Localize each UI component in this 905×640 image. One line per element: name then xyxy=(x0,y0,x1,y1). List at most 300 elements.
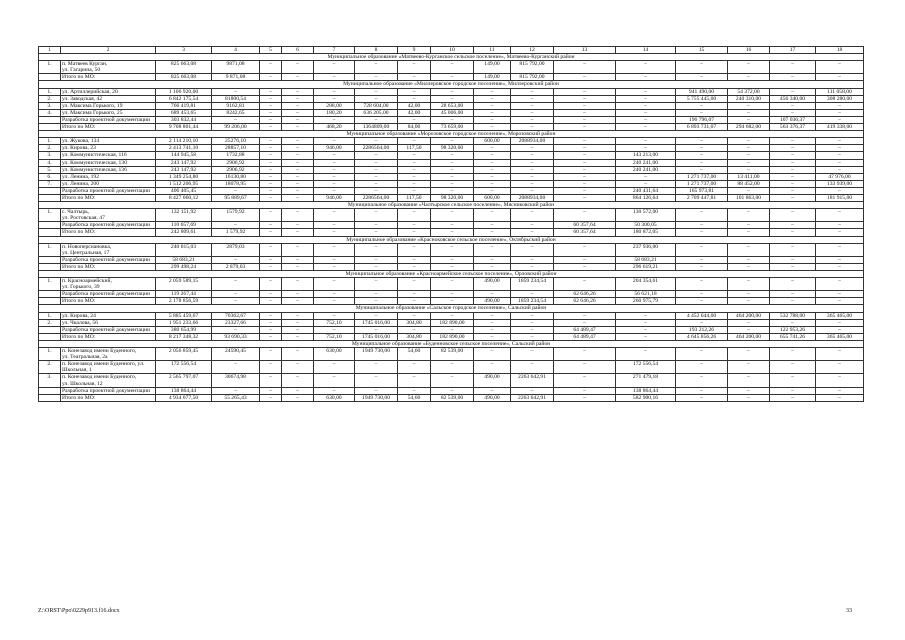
table-cell: – xyxy=(511,88,554,95)
section-title: Муниципальное образование «Миллеровское городское поселение», Миллеровский район xyxy=(39,81,864,88)
table-cell: – xyxy=(816,61,864,74)
table-cell: – xyxy=(431,298,474,305)
table-cell: 117,50 xyxy=(398,145,431,152)
table-cell: – xyxy=(212,298,260,305)
table-cell: – xyxy=(314,209,355,222)
table-cell: – xyxy=(474,95,511,102)
table-cell: – xyxy=(770,152,816,159)
row-number xyxy=(39,291,61,298)
table-cell: – xyxy=(511,333,554,340)
table-cell: – xyxy=(474,124,511,131)
table-cell: – xyxy=(554,180,616,187)
table-cell: 243 147,92 xyxy=(156,166,212,173)
section-row xyxy=(39,202,864,209)
row-label: ул. Кирова, 23 xyxy=(61,145,156,152)
table-cell: – xyxy=(260,95,282,102)
row-label: п. Матвеев Курган, ул. Гагарина, 50 xyxy=(61,61,156,74)
table-cell: – xyxy=(728,152,770,159)
row-number: 1. xyxy=(39,243,61,256)
table-row xyxy=(39,116,864,123)
table-cell: 82 539,00 xyxy=(431,394,474,401)
table-cell: – xyxy=(282,102,314,109)
table-cell: – xyxy=(355,256,398,263)
table-cell: – xyxy=(212,88,260,95)
table-cell: 946,00 xyxy=(314,194,355,201)
table-cell: – xyxy=(511,180,554,187)
row-label: п. Конезавод имени Буденного, ул. Школьная, 1 xyxy=(61,361,156,374)
table-cell: – xyxy=(728,256,770,263)
table-cell: – xyxy=(355,88,398,95)
table-row xyxy=(39,102,864,109)
table-cell: – xyxy=(554,173,616,180)
table-cell: 84,00 xyxy=(398,124,431,131)
table-cell: – xyxy=(554,159,616,166)
table-cell: – xyxy=(260,229,282,236)
table-cell: – xyxy=(728,361,770,374)
file-path: Z:\ORST\Ppo\0229p913.f16.docx xyxy=(38,608,120,614)
table-cell: – xyxy=(616,173,676,180)
table-cell: – xyxy=(474,326,511,333)
table-cell: – xyxy=(474,102,511,109)
table-cell: 119 267,44 xyxy=(156,291,212,298)
table-cell: 82 539,00 xyxy=(431,348,474,361)
table-row xyxy=(39,394,864,401)
table-cell: 1364809,00 xyxy=(355,124,398,131)
table-cell: – xyxy=(431,180,474,187)
table-cell: – xyxy=(398,312,431,319)
table-cell: – xyxy=(770,298,816,305)
row-label: Итого по МО: xyxy=(61,333,156,340)
table-cell: – xyxy=(282,74,314,81)
row-label: Разработка проектной документации xyxy=(61,256,156,263)
table-cell: 5 885 459,67 xyxy=(156,312,212,319)
table-cell: – xyxy=(314,152,355,159)
table-cell: 130 572,00 xyxy=(616,209,676,222)
table-cell: 1745 016,00 xyxy=(355,319,398,326)
row-number xyxy=(39,256,61,263)
table-cell: 132 151,92 xyxy=(156,209,212,222)
table-cell: 1 512 206,95 xyxy=(156,180,212,187)
row-number: 2. xyxy=(39,145,61,152)
data-table xyxy=(38,46,864,402)
table-cell: – xyxy=(511,256,554,263)
table-cell: – xyxy=(212,387,260,394)
section-title: Муниципальное образование «Красноармейское сельское поселение», Орловский район xyxy=(39,271,864,278)
table-cell: – xyxy=(282,152,314,159)
table-cell: 8 427 060,12 xyxy=(156,194,212,201)
table-cell: – xyxy=(431,278,474,291)
table-cell: – xyxy=(770,256,816,263)
table-cell: 180,20 xyxy=(314,109,355,116)
table-cell: – xyxy=(314,187,355,194)
row-number: 2. xyxy=(39,361,61,374)
table-row xyxy=(39,159,864,166)
table-cell: – xyxy=(282,243,314,256)
table-cell: – xyxy=(616,124,676,131)
table-cell: – xyxy=(260,319,282,326)
table-cell: 182 890,00 xyxy=(431,333,474,340)
row-number xyxy=(39,229,61,236)
column-header: 5 xyxy=(260,47,282,54)
table-cell: – xyxy=(474,180,511,187)
table-cell: 122 953,26 xyxy=(770,326,816,333)
row-number: 2. xyxy=(39,95,61,102)
row-label: Разработка проектной документации xyxy=(61,291,156,298)
table-cell: – xyxy=(816,243,864,256)
table-cell: – xyxy=(816,109,864,116)
section-row xyxy=(39,236,864,243)
row-number: 5. xyxy=(39,166,61,173)
table-cell: – xyxy=(431,159,474,166)
row-number xyxy=(39,394,61,401)
table-cell: – xyxy=(511,348,554,361)
table-cell: – xyxy=(816,387,864,394)
table-cell: 304,80 xyxy=(398,319,431,326)
page-number: 33 xyxy=(846,608,852,614)
table-cell: – xyxy=(616,88,676,95)
table-cell: 766 419,81 xyxy=(156,102,212,109)
table-cell: – xyxy=(554,152,616,159)
table-cell: – xyxy=(770,166,816,173)
table-cell: – xyxy=(728,61,770,74)
table-cell: – xyxy=(398,298,431,305)
table-row xyxy=(39,187,864,194)
table-cell: – xyxy=(260,152,282,159)
table-cell: – xyxy=(431,222,474,229)
row-number xyxy=(39,74,61,81)
table-cell: 296 619,21 xyxy=(616,263,676,270)
table-cell: – xyxy=(511,319,554,326)
column-header: 14 xyxy=(616,47,676,54)
column-header: 4 xyxy=(212,47,260,54)
table-cell: – xyxy=(260,348,282,361)
table-row xyxy=(39,166,864,173)
table-cell: – xyxy=(260,278,282,291)
table-cell: – xyxy=(314,159,355,166)
table-cell: 1 271 737,00 xyxy=(676,173,728,180)
table-cell: 54,60 xyxy=(398,394,431,401)
table-cell: – xyxy=(816,394,864,401)
table-cell: 2263 642,91 xyxy=(511,394,554,401)
table-cell: 4 645 856,26 xyxy=(676,333,728,340)
table-cell: – xyxy=(511,109,554,116)
row-label: ул. Заводская, 42 xyxy=(61,95,156,102)
table-cell: 1745 016,00 xyxy=(355,333,398,340)
table-cell: – xyxy=(282,173,314,180)
table-cell: 172 556,54 xyxy=(616,361,676,374)
table-cell: 456 340,00 xyxy=(770,95,816,102)
table-cell: – xyxy=(676,229,728,236)
table-cell: – xyxy=(616,312,676,319)
table-cell: 101 863,00 xyxy=(728,194,770,201)
table-cell: 655 741,26 xyxy=(770,333,816,340)
table-cell: – xyxy=(355,152,398,159)
table-cell: – xyxy=(816,256,864,263)
column-header: 8 xyxy=(355,47,398,54)
table-row xyxy=(39,88,864,95)
table-cell: – xyxy=(260,291,282,298)
table-cell: – xyxy=(282,138,314,145)
table-row xyxy=(39,263,864,270)
table-cell: 825 663,08 xyxy=(156,74,212,81)
row-number: 1. xyxy=(39,138,61,145)
row-label: ул. Чкалова, 56 xyxy=(61,319,156,326)
table-cell: – xyxy=(676,209,728,222)
table-cell: – xyxy=(554,387,616,394)
table-cell: 2088934,00 xyxy=(511,194,554,201)
table-cell: 240 241,00 xyxy=(616,159,676,166)
row-label: ул. Ленина, 192 xyxy=(61,173,156,180)
row-number xyxy=(39,298,61,305)
table-cell: 4 934 077,50 xyxy=(156,394,212,401)
column-header: 7 xyxy=(314,47,355,54)
column-header: 6 xyxy=(282,47,314,54)
table-cell: – xyxy=(816,152,864,159)
table-cell: – xyxy=(816,138,864,145)
table-cell: – xyxy=(314,312,355,319)
table-cell: – xyxy=(398,222,431,229)
table-cell: – xyxy=(355,298,398,305)
table-cell: – xyxy=(314,180,355,187)
table-cell: 4 452 644,00 xyxy=(676,312,728,319)
table-cell: – xyxy=(282,209,314,222)
table-cell: – xyxy=(212,116,260,123)
table-cell: 1 579,92 xyxy=(212,229,260,236)
table-row xyxy=(39,145,864,152)
table-cell: – xyxy=(616,319,676,326)
table-cell: – xyxy=(355,229,398,236)
table-cell: 490,00 xyxy=(474,278,511,291)
row-number: 4. xyxy=(39,159,61,166)
column-header: 2 xyxy=(61,47,156,54)
table-cell: – xyxy=(314,256,355,263)
table-cell: – xyxy=(398,88,431,95)
table-cell: 70362,67 xyxy=(212,312,260,319)
table-cell: 419 338,00 xyxy=(816,124,864,131)
table-cell: – xyxy=(314,229,355,236)
table-cell: – xyxy=(398,387,431,394)
table-cell: – xyxy=(355,278,398,291)
table-cell: 815 792,00 xyxy=(511,74,554,81)
table-cell: – xyxy=(511,209,554,222)
table-cell: – xyxy=(474,187,511,194)
table-cell: – xyxy=(511,173,554,180)
table-cell: 2 413 741,10 xyxy=(156,145,212,152)
section-title: Муниципальное образование «Красноковское сельское поселение», Октябрьский район xyxy=(39,236,864,243)
table-cell: 58 683,21 xyxy=(156,256,212,263)
table-cell: – xyxy=(282,145,314,152)
table-cell: 93 690,33 xyxy=(212,333,260,340)
table-cell: – xyxy=(398,229,431,236)
table-cell: – xyxy=(282,312,314,319)
section-title: Муниципальное образование «Матвеево-Курганское сельское поселение», Матвеево-Курганский район xyxy=(39,54,864,61)
table-cell: – xyxy=(770,209,816,222)
table-cell: – xyxy=(616,95,676,102)
table-cell: – xyxy=(314,298,355,305)
table-cell: – xyxy=(355,138,398,145)
table-cell: 365 465,00 xyxy=(816,312,864,319)
table-cell: 1 271 737,00 xyxy=(676,180,728,187)
table-cell: – xyxy=(431,152,474,159)
table-cell: – xyxy=(398,256,431,263)
table-cell: – xyxy=(431,361,474,374)
table-cell: – xyxy=(355,166,398,173)
column-header: 15 xyxy=(676,47,728,54)
section-row xyxy=(39,271,864,278)
table-row xyxy=(39,243,864,256)
table-cell: – xyxy=(728,145,770,152)
table-cell: – xyxy=(355,326,398,333)
table-cell: – xyxy=(355,95,398,102)
table-cell: 149,00 xyxy=(474,74,511,81)
table-cell: – xyxy=(260,180,282,187)
table-cell: – xyxy=(398,173,431,180)
table-cell: – xyxy=(728,109,770,116)
table-cell: – xyxy=(770,61,816,74)
table-cell: – xyxy=(816,74,864,81)
table-cell: 8242,65 xyxy=(212,109,260,116)
table-cell: 144 945,58 xyxy=(156,152,212,159)
table-row xyxy=(39,109,864,116)
row-number xyxy=(39,387,61,394)
table-cell: – xyxy=(816,166,864,173)
table-cell: – xyxy=(770,138,816,145)
table-cell: – xyxy=(314,74,355,81)
row-label: с. Чалтырь, ул. Ростовская, 47 xyxy=(61,209,156,222)
table-cell: 58 683,21 xyxy=(616,256,676,263)
table-cell: – xyxy=(770,348,816,361)
row-label: Итого по МО: xyxy=(61,394,156,401)
table-cell: 98 320,00 xyxy=(431,194,474,201)
table-cell: – xyxy=(728,263,770,270)
table-cell: – xyxy=(212,278,260,291)
table-cell: – xyxy=(314,173,355,180)
section-row xyxy=(39,54,864,61)
table-cell: 47 976,00 xyxy=(816,173,864,180)
table-cell: – xyxy=(212,187,260,194)
row-number: 1. xyxy=(39,209,61,222)
table-cell: – xyxy=(554,256,616,263)
row-number: 3. xyxy=(39,102,61,109)
row-label: п. Красноармейский, ул. Горького, 39 xyxy=(61,278,156,291)
table-cell: – xyxy=(676,348,728,361)
table-cell: – xyxy=(770,187,816,194)
table-cell: – xyxy=(770,278,816,291)
table-cell: 380 654,99 xyxy=(156,326,212,333)
section-row xyxy=(39,305,864,312)
table-cell: – xyxy=(770,180,816,187)
table-cell: – xyxy=(314,166,355,173)
table-cell: – xyxy=(314,263,355,270)
table-row xyxy=(39,333,864,340)
row-number xyxy=(39,222,61,229)
table-cell: 271 479,18 xyxy=(616,374,676,387)
table-cell: – xyxy=(474,256,511,263)
table-cell: – xyxy=(260,159,282,166)
table-cell: – xyxy=(282,180,314,187)
table-row xyxy=(39,374,864,387)
table-cell: – xyxy=(816,145,864,152)
table-cell: 1949 730,00 xyxy=(355,348,398,361)
table-cell: 165 973,81 xyxy=(676,187,728,194)
table-cell: 237 936,00 xyxy=(616,243,676,256)
table-cell: 98 320,00 xyxy=(431,145,474,152)
table-cell: – xyxy=(431,243,474,256)
table-cell: – xyxy=(314,88,355,95)
row-label: ул. Артиллерийская, 20 xyxy=(61,88,156,95)
table-cell: – xyxy=(314,361,355,374)
table-row xyxy=(39,278,864,291)
section-row xyxy=(39,131,864,138)
table-cell: – xyxy=(728,387,770,394)
table-cell: – xyxy=(355,180,398,187)
table-cell: – xyxy=(314,222,355,229)
table-cell: 464 200,00 xyxy=(728,312,770,319)
row-label: ул. Максима Горького, 25 xyxy=(61,109,156,116)
table-cell: – xyxy=(728,138,770,145)
table-cell: – xyxy=(554,88,616,95)
table-cell: – xyxy=(355,74,398,81)
table-cell: 2 059 589,15 xyxy=(156,278,212,291)
table-cell: 752,10 xyxy=(314,319,355,326)
table-cell: – xyxy=(282,263,314,270)
table-cell: – xyxy=(676,298,728,305)
table-cell: 8 217 348,32 xyxy=(156,333,212,340)
table-cell: – xyxy=(282,187,314,194)
table-row xyxy=(39,361,864,374)
table-cell: 6 893 731,07 xyxy=(676,124,728,131)
table-cell: – xyxy=(282,319,314,326)
table-cell: – xyxy=(676,74,728,81)
table-cell: – xyxy=(260,109,282,116)
table-cell: – xyxy=(616,145,676,152)
table-cell: 81800,54 xyxy=(212,95,260,102)
table-cell: – xyxy=(676,159,728,166)
table-cell: 172 556,54 xyxy=(156,361,212,374)
table-row xyxy=(39,209,864,222)
table-cell: – xyxy=(260,209,282,222)
table-cell: 1579,92 xyxy=(212,209,260,222)
table-cell: – xyxy=(676,291,728,298)
table-cell: – xyxy=(728,394,770,401)
row-label: ул. Максима Горького, 19 xyxy=(61,102,156,109)
table-cell: 260 975,79 xyxy=(616,298,676,305)
column-header: 3 xyxy=(156,47,212,54)
column-header: 12 xyxy=(511,47,554,54)
table-cell: – xyxy=(474,229,511,236)
table-cell: – xyxy=(282,326,314,333)
table-cell: – xyxy=(431,61,474,74)
table-cell: – xyxy=(260,74,282,81)
table-cell: 2 709 447,81 xyxy=(676,194,728,201)
table-cell: 2286564,00 xyxy=(355,194,398,201)
row-number xyxy=(39,187,61,194)
table-cell: – xyxy=(676,109,728,116)
table-cell: – xyxy=(511,229,554,236)
table-cell: 406 405,45 xyxy=(156,187,212,194)
table-cell: – xyxy=(770,394,816,401)
table-cell: – xyxy=(282,374,314,387)
table-cell: – xyxy=(511,222,554,229)
table-cell: – xyxy=(355,159,398,166)
row-number xyxy=(39,124,61,131)
table-row xyxy=(39,152,864,159)
table-cell: 299 498,24 xyxy=(156,263,212,270)
table-cell: 193 212,26 xyxy=(676,326,728,333)
table-cell: 55 265,43 xyxy=(212,394,260,401)
table-cell: 2879,03 xyxy=(212,243,260,256)
table-cell: – xyxy=(398,116,431,123)
